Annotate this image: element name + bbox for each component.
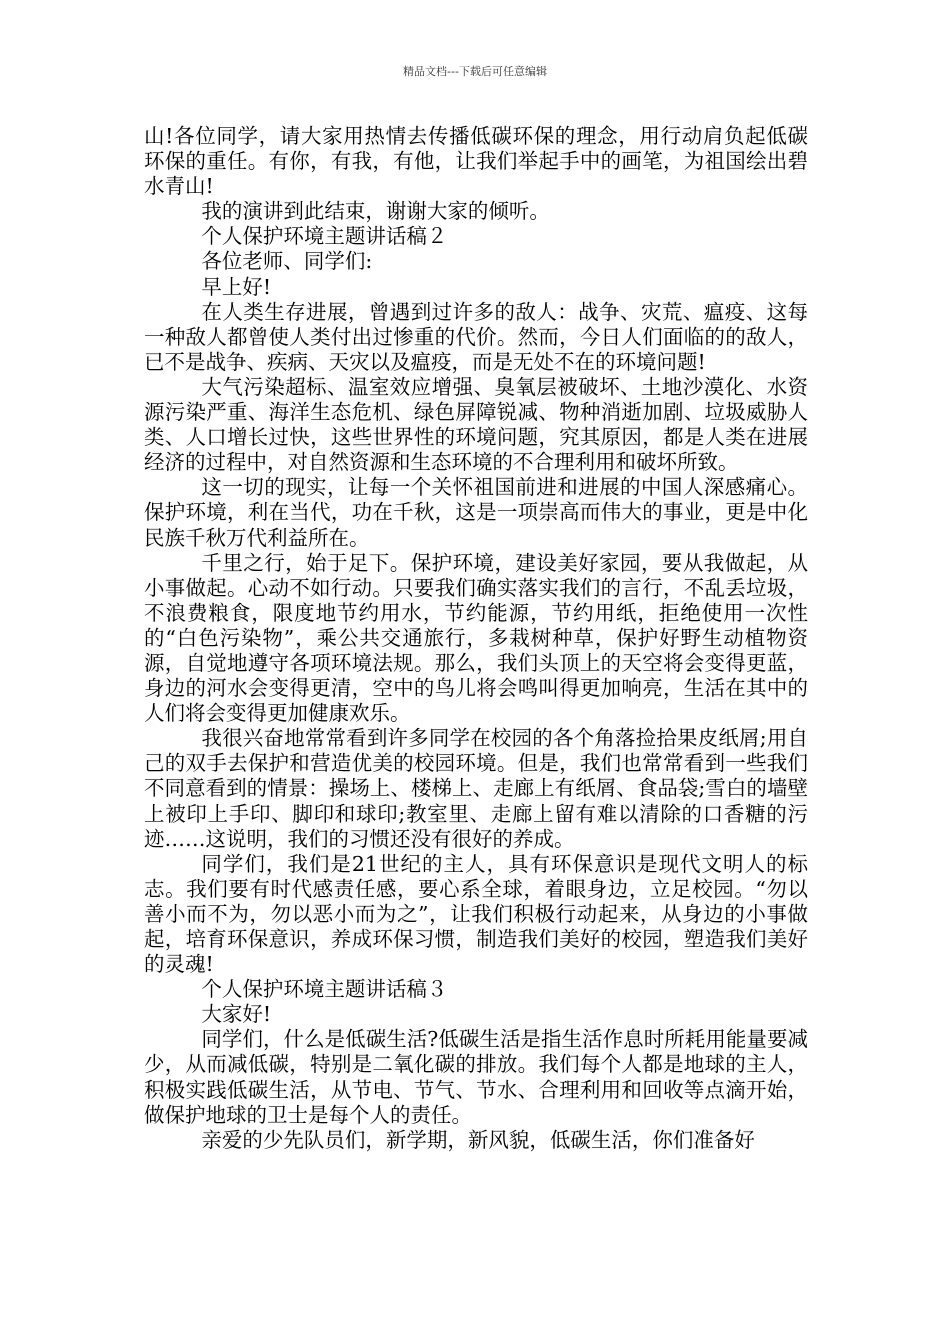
section-heading: 个人保护环境主题讲话稿３ [201, 977, 448, 1002]
page-header: 精品文档---下载后可任意编辑 [403, 65, 547, 78]
paragraph: 同学们，我们是21世纪的主人，具有环保意识是现代文明人的标志。我们要有时代感责任感，要心系全球，着眼身边，立足校园。“勿以善小而不为，勿以恶小而为之”，让我们积极行动起来，从身边的小事做起，培育环保意识，养成环保习惯，制造我们美好的校园，塑造我们美好的灵魂! [144, 851, 808, 977]
paragraph: 我很兴奋地常常看到许多同学在校园的各个角落捡拾果皮纸屑;用自己的双手去保护和营造优美的校园环境。但是，我们也常常看到一些我们不同意看到的情景：操场上、楼梯上、走廊上有纸屑、食品袋;雪白的墙壁上被印上手印、脚印和球印;教室里、走廊上留有难以清除的口香糖的污迹……这说明，我们的习惯还没有很好的养成。 [144, 726, 808, 851]
paragraph: 这一切的现实，让每一个关怀祖国前进和进展的中国人深感痛心。保护环境，利在当代，功在千秋，这是一项崇高而伟大的事业，更是中化民族千秋万代利益所在。 [144, 475, 808, 550]
paragraph: 在人类生存进展，曾遇到过许多的敌人：战争、灾荒、瘟疫、这每一种敌人都曾使人类付出过惨重的代价。然而，今日人们面临的的敌人，已不是战争、疾病、天灾以及瘟疫，而是无处不在的环境问题! [144, 299, 808, 374]
document-body [144, 124, 808, 1153]
greeting: 大家好! [201, 1002, 272, 1027]
paragraph: 大气污染超标、温室效应增强、臭氧层被破坏、土地沙漠化、水资源污染严重、海洋生态危机、绿色屏障锐减、物种消逝加剧、垃圾威胁人类、人口增长过快，这些世界性的环境问题，究其原因，都是人类在进展经济的过程中，对自然资源和生态环境的不合理利用和破坏所致。 [144, 374, 808, 475]
section-heading: 个人保护环境主题讲话稿２ [201, 224, 448, 249]
paragraph: 山!各位同学，请大家用热情去传播低碳环保的理念，用行动肩负起低碳环保的重任。有你，有我，有他，让我们举起手中的画笔，为祖国绘出碧水青山! [144, 124, 808, 199]
salutation: 各位老师、同学们: [201, 249, 373, 274]
paragraph: 千里之行，始于足下。保护环境，建设美好家园，要从我做起，从小事做起。心动不如行动。只要我们确实落实我们的言行，不乱丢垃圾，不浪费粮食，限度地节约用水，节约能源，节约用纸，拒绝使用一次性的“白色污染物”，乘公共交通旅行，多栽树种草，保护好野生动植物资源，自觉地遵守各项环境法规。那么，我们头顶上的天空将会变得更蓝，身边的河水会变得更清，空中的鸟儿将会鸣叫得更加响亮，生活在其中的人们将会变得更加健康欢乐。 [144, 550, 808, 726]
paragraph: 我的演讲到此结束，谢谢大家的倾听。 [201, 199, 550, 224]
paragraph: 同学们，什么是低碳生活?低碳生活是指生活作息时所耗用能量要减少，从而减低碳，特别是二氧化碳的排放。我们每个人都是地球的主人，积极实践低碳生活，从节电、节气、节水、合理利用和回收等点滴开始，做保护地球的卫士是每个人的责任。 [144, 1027, 808, 1127]
greeting: 早上好! [201, 274, 272, 299]
paragraph: 亲爱的少先队员们，新学期，新风貌，低碳生活，你们准备好 [201, 1127, 755, 1152]
